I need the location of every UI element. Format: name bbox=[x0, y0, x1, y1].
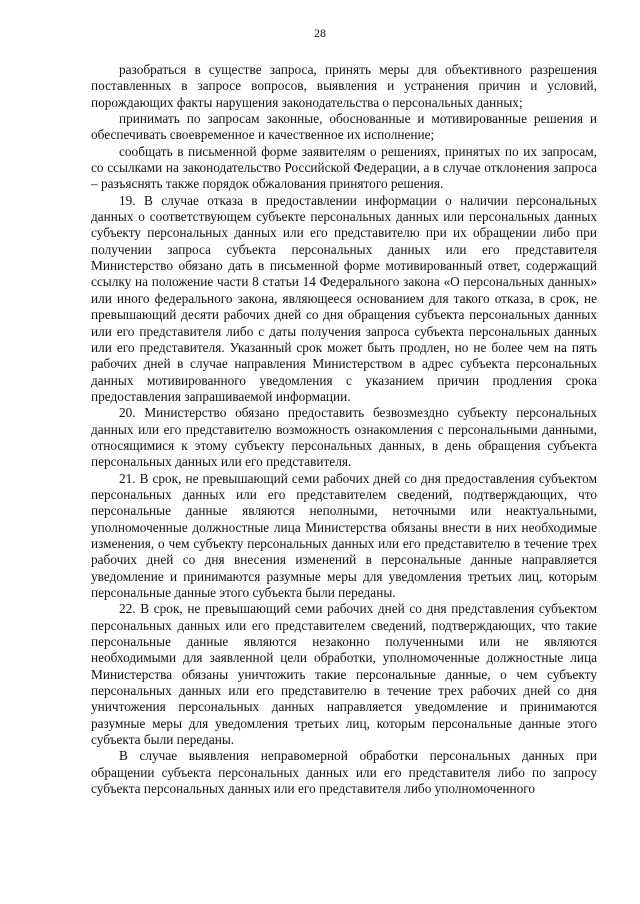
paragraph-22: 22. В срок, не превышающий семи рабочих дней со дня представления субъектом персональных данных или его представителем сведений, подтверждающих, что такие персональные данные являются незаконно полученными или не являются необходимыми для заявленной цели обработки, уполномоченные должностные лица Министерства обязаны уничтожить такие персональные данные, о чем субъекту персональных данных или его представителю в течение трех рабочих дней со дня уничтожения персональных данных направляется уведомление и принимаются разумные меры для уведомления третьих лиц, которым персональные данные этого субъекта были переданы. bbox=[91, 601, 597, 748]
paragraph-21: 21. В срок, не превышающий семи рабочих дней со дня предоставления субъектом персональных данных или его представителем сведений, подтверждающих, что персональные данные являются неполными, неточными или неактуальными, уполномоченные должностные лица Министерства обязаны внести в них необходимые изменения, о чем субъекту персональных данных или его представителю в течение трех рабочих дней со дня внесения изменений в персональные данные направляется уведомление и принимаются разумные меры для уведомления третьих лиц, которым персональные данные этого субъекта были переданы. bbox=[91, 470, 597, 600]
paragraph-inform-applicants: сообщать в письменной форме заявителям о решениях, принятых по их запросам, со ссылками на законодательство Российской Федерации, а в случае отклонения запроса – разъяснять также порядок обжалования принятого решения. bbox=[91, 143, 597, 192]
paragraph-19: 19. В случае отказа в предоставлении информации о наличии персональных данных о соответствующем субъекте персональных данных или персональных данных субъекту персональных данных или его представителю при их обращении либо при получении запроса субъекта персональных данных или его представителя Министерство обязано дать в письменной форме мотивированный ответ, содержащий ссылку на положение части 8 статьи 14 Федерального закона «О персональных данных» или иного федерального закона, являющееся основанием для такого отказа, в срок, не превышающий десяти рабочих дней со дня обращения субъекта персональных данных или его представителя либо с даты получения запроса субъекта персональных данных или его представителя. Указанный срок может быть продлен, но не более чем на пять рабочих дней в случае направления Министерством в адрес субъекта персональных данных мотивированного уведомления с указанием причин продления срока предоставления запрашиваемой информации. bbox=[91, 192, 597, 404]
paragraph-make-decisions: принимать по запросам законные, обоснованные и мотивированные решения и обеспечивать своевременное и качественное их исполнение; bbox=[91, 111, 597, 143]
page-number: 28 bbox=[314, 26, 326, 40]
paragraph-unlawful-processing: В случае выявления неправомерной обработки персональных данных при обращении субъекта персональных данных или его представителя либо по запросу субъекта персональных данных или его представителя либо уполномоченного bbox=[91, 748, 597, 797]
document-body bbox=[91, 62, 597, 797]
paragraph-20: 20. Министерство обязано предоставить безвозмездно субъекту персональных данных или его представителю возможность ознакомления с персональными данными, относящимися к этому субъекту персональных данных, в день обращения субъекта персональных данных или его представителя. bbox=[91, 405, 597, 470]
paragraph-continuation: разобраться в существе запроса, принять меры для объективного разрешения поставленных в запросе вопросов, выявления и устранения причин и условий, порождающих факты нарушения законодательства о персональных данных; bbox=[91, 62, 597, 110]
